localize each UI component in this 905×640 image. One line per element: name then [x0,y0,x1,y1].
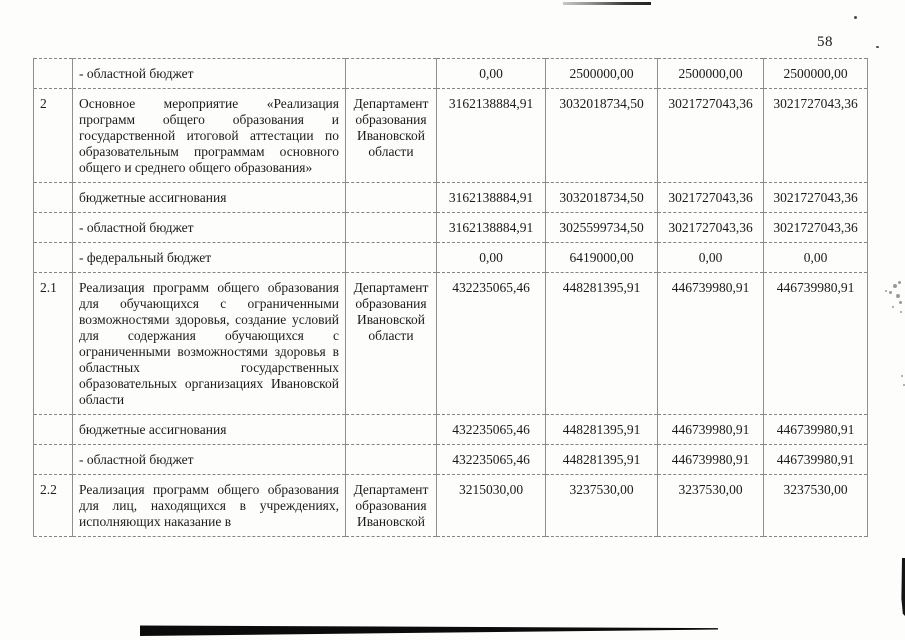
row-description-cell: Реализация программ общего образования для лиц, находящихся в учреждениях, исполняющих наказание в [73,475,346,537]
scan-artifact-bottom-bar [140,624,718,636]
table-row [34,243,868,273]
table-row [34,59,868,89]
scan-artifact-dot [854,16,857,19]
scan-artifact-speckle [889,291,892,294]
row-value-cell-4: 2500000,00 [764,59,868,89]
row-value-cell-3: 3021727043,36 [658,89,764,183]
row-value-cell-2: 3032018734,50 [546,89,658,183]
scan-artifact-right-mark [901,558,905,616]
row-executor-cell [346,213,437,243]
row-executor-cell [346,243,437,273]
row-index-cell [34,415,73,445]
row-value-cell-4: 0,00 [764,243,868,273]
row-value-cell-4: 3021727043,36 [764,89,868,183]
scan-artifact-speckle [896,294,900,298]
table-row [34,273,868,415]
row-executor-cell [346,59,437,89]
row-value-cell-4: 446739980,91 [764,445,868,475]
row-index-cell: 2.1 [34,273,73,415]
row-description-cell: - областной бюджет [73,59,346,89]
row-description-cell: Реализация программ общего образования для обучающихся с ограниченными возможностями здоровья, создание условий для содержания обучающихся с ограниченными возможностями здоровья в областных государственных образовательных организациях Ивановской области [73,273,346,415]
row-description-cell: бюджетные ассигнования [73,183,346,213]
row-value-cell-2: 448281395,91 [546,415,658,445]
row-executor-cell [346,183,437,213]
row-value-cell-1: 3162138884,91 [437,213,546,243]
row-value-cell-1: 432235065,46 [437,415,546,445]
row-value-cell-1: 3215030,00 [437,475,546,537]
row-value-cell-1: 0,00 [437,243,546,273]
row-index-cell [34,445,73,475]
row-value-cell-4: 3021727043,36 [764,213,868,243]
table-row [34,475,868,537]
row-description-cell: - федеральный бюджет [73,243,346,273]
row-value-cell-2: 2500000,00 [546,59,658,89]
row-value-cell-3: 0,00 [658,243,764,273]
row-value-cell-3: 3021727043,36 [658,213,764,243]
row-value-cell-2: 448281395,91 [546,445,658,475]
row-value-cell-1: 3162138884,91 [437,89,546,183]
row-index-cell [34,243,73,273]
row-value-cell-2: 6419000,00 [546,243,658,273]
row-description-cell: бюджетные ассигнования [73,415,346,445]
row-executor-cell: Департамент образования Ивановской области [346,273,437,415]
scan-artifact-speckle [901,375,903,377]
row-value-cell-3: 3021727043,36 [658,183,764,213]
row-executor-cell [346,415,437,445]
scan-artifact-speckle [898,281,901,284]
budget-table [33,58,868,537]
scan-artifact-speckle [885,290,887,292]
row-executor-cell [346,445,437,475]
table-row [34,445,868,475]
row-index-cell [34,183,73,213]
row-value-cell-4: 3237530,00 [764,475,868,537]
row-executor-cell: Департамент образования Ивановской [346,475,437,537]
row-value-cell-4: 446739980,91 [764,415,868,445]
scan-artifact-speckle [892,306,894,308]
row-value-cell-1: 0,00 [437,59,546,89]
row-description-cell: - областной бюджет [73,445,346,475]
row-value-cell-3: 446739980,91 [658,445,764,475]
table-row [34,183,868,213]
row-description-cell: Основное мероприятие «Реализация программ общего образования и государственной итоговой аттестации по образовательным программам основного общего и среднего общего образования» [73,89,346,183]
row-value-cell-2: 3032018734,50 [546,183,658,213]
row-index-cell [34,213,73,243]
row-value-cell-1: 432235065,46 [437,273,546,415]
row-value-cell-1: 432235065,46 [437,445,546,475]
row-value-cell-4: 446739980,91 [764,273,868,415]
row-value-cell-2: 3237530,00 [546,475,658,537]
row-description-cell: - областной бюджет [73,213,346,243]
table-row [34,213,868,243]
scan-artifact-speckle [899,301,902,304]
row-value-cell-3: 446739980,91 [658,415,764,445]
row-index-cell [34,59,73,89]
row-value-cell-3: 446739980,91 [658,273,764,415]
scan-artifact-top-line [563,2,651,5]
row-value-cell-3: 2500000,00 [658,59,764,89]
table-row [34,415,868,445]
budget-table-body [34,59,868,537]
page-number: 58 [817,34,833,50]
row-value-cell-1: 3162138884,91 [437,183,546,213]
row-index-cell: 2 [34,89,73,183]
table-row [34,89,868,183]
scan-artifact-speckle [900,311,902,313]
row-value-cell-3: 3237530,00 [658,475,764,537]
row-index-cell: 2.2 [34,475,73,537]
scan-artifact-dot [876,46,879,48]
scan-artifact-speckle [893,284,897,288]
row-value-cell-2: 3025599734,50 [546,213,658,243]
row-value-cell-4: 3021727043,36 [764,183,868,213]
row-value-cell-2: 448281395,91 [546,273,658,415]
row-executor-cell: Департамент образования Ивановской области [346,89,437,183]
